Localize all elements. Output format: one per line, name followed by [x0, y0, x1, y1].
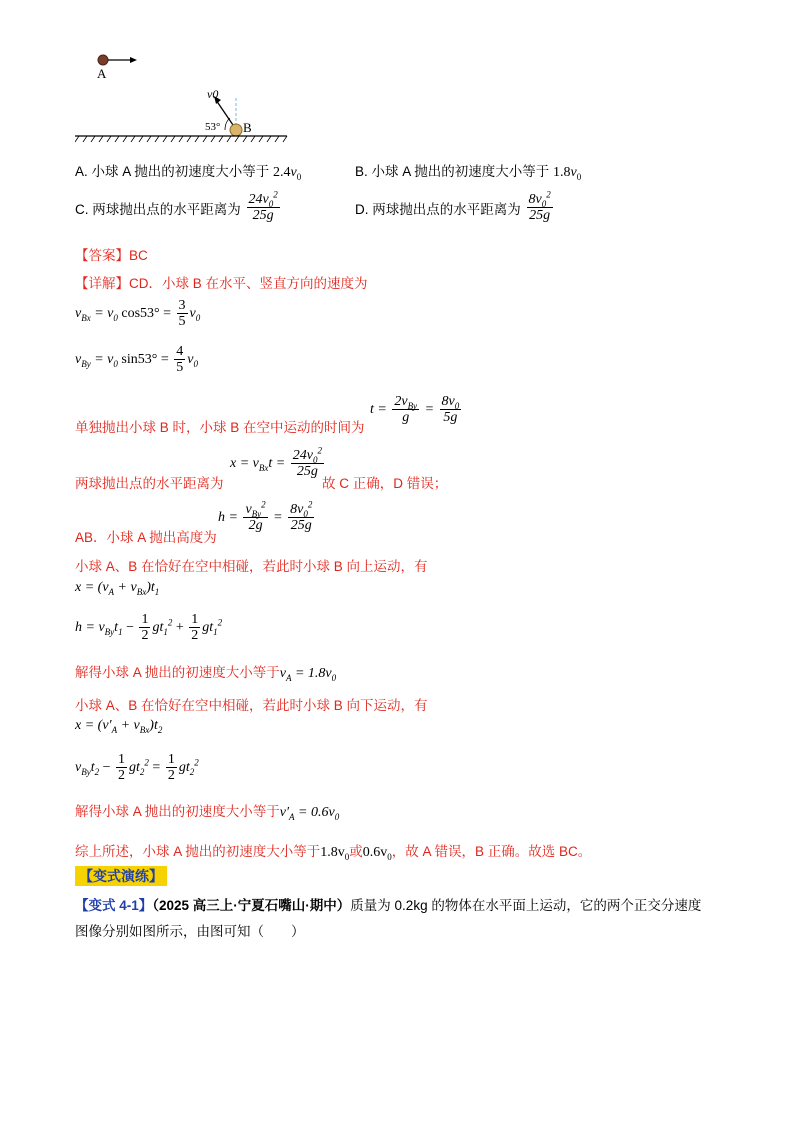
option-d-text: D. 两球抛出点的水平距离为 — [355, 201, 521, 217]
option-b-text: B. 小球 A 抛出的初速度大小等于 — [355, 164, 550, 179]
projectile-figure — [75, 50, 290, 145]
time-text: 单独抛出小球 B 时，小球 B 在空中运动的时间为 — [75, 420, 365, 435]
ball-b — [230, 124, 242, 136]
label-b: B — [243, 120, 252, 135]
height-text: AB．小球 A 抛出高度为 — [75, 530, 217, 545]
dist-tail: 故 C 正确，D 错误； — [322, 476, 448, 491]
case2-text: 小球 A、B 在恰好在空中相碰，若此时小球 B 向下运动，有 — [75, 698, 428, 713]
case1-text: 小球 A、B 在恰好在空中相碰，若此时小球 B 向上运动，有 — [75, 559, 428, 574]
answer-line: 【答案】BC — [75, 248, 148, 263]
option-d: D. 两球抛出点的水平距离为 $\frac{8v_0^2}{25g}$ — [355, 189, 551, 224]
variant-section-title: 【变式演练】 — [75, 866, 167, 886]
eq-time: t = $\frac{2v_{By}}{g}$ = $\frac{8v_0}{5g}$ — [370, 394, 460, 426]
label-v0: v0 — [207, 87, 219, 101]
label-angle: 53° — [205, 121, 221, 133]
eq-vbx: $v_{Bx} = v_0$ cos53° = $\frac{3}{5}$ $v_0$ — [75, 298, 201, 330]
variant-line2: 图像分别如图所示，由图可知（ ） — [75, 924, 305, 939]
option-c-text: C. 两球抛出点的水平距离为 — [75, 201, 241, 217]
eq-height: h = $\frac{v_{By}^2}{2g}$ = $\frac{8v_0^2}{25g}$ — [218, 499, 313, 534]
option-c: C. 两球抛出点的水平距离为 $\frac{24v_0^2}{25g}$ — [75, 189, 278, 224]
option-a-text: A. 小球 A 抛出的初速度大小等于 — [75, 164, 270, 179]
eq-case2-h: $v_{By}t_2$ − $\frac{1}{2}$ $gt_2^2$ = $\frac{1}{2}$ $gt_2^2$ — [75, 752, 199, 784]
label-a: A — [97, 66, 107, 81]
case1-result: 解得小球 A 抛出的初速度大小等于$v_A = 1.8v_0$ — [75, 665, 337, 683]
dist-text: 两球抛出点的水平距离为 — [75, 476, 224, 491]
option-b: B. 小球 A 抛出的初速度大小等于 $1.8v_0$ — [355, 164, 582, 182]
summary-line: 综上所述，小球 A 抛出的初速度大小等于$1.8v_0$或$0.6v_0$，故 A 错误，B 正确。故选 BC。 — [75, 844, 592, 862]
variant-line1: 【变式 4-1】（2025 高三上·宁夏石嘴山·期中）质量为 0.2kg 的物体在水平面上运动，它的两个正交分速度 — [75, 898, 702, 913]
eq-case1-x: $x = (v_A + v_{Bx})t_1$ — [75, 580, 160, 597]
eq-vby: $v_{By} = v_0$ sin53° = $\frac{4}{5}$ $v_0$ — [75, 344, 198, 376]
case2-result: 解得小球 A 抛出的初速度大小等于$v'_A = 0.6v_0$ — [75, 804, 340, 822]
detail-intro: 【详解】CD．小球 B 在水平、竖直方向的速度为 — [75, 276, 368, 291]
ball-a — [98, 55, 108, 65]
option-a: A. 小球 A 抛出的初速度大小等于 $2.4v_0$ — [75, 164, 302, 182]
eq-dist: $x = v_{Bx}t$ = $\frac{24v_0^2}{25g}$ — [230, 445, 322, 480]
eq-case2-x: $x = (v'_A + v_{Bx})t_2$ — [75, 718, 163, 735]
eq-case1-h: $h = v_{By}t_1$ − $\frac{1}{2}$ $gt_1^2$ + $\frac{1}{2}$ $gt_1^2$ — [75, 612, 223, 644]
